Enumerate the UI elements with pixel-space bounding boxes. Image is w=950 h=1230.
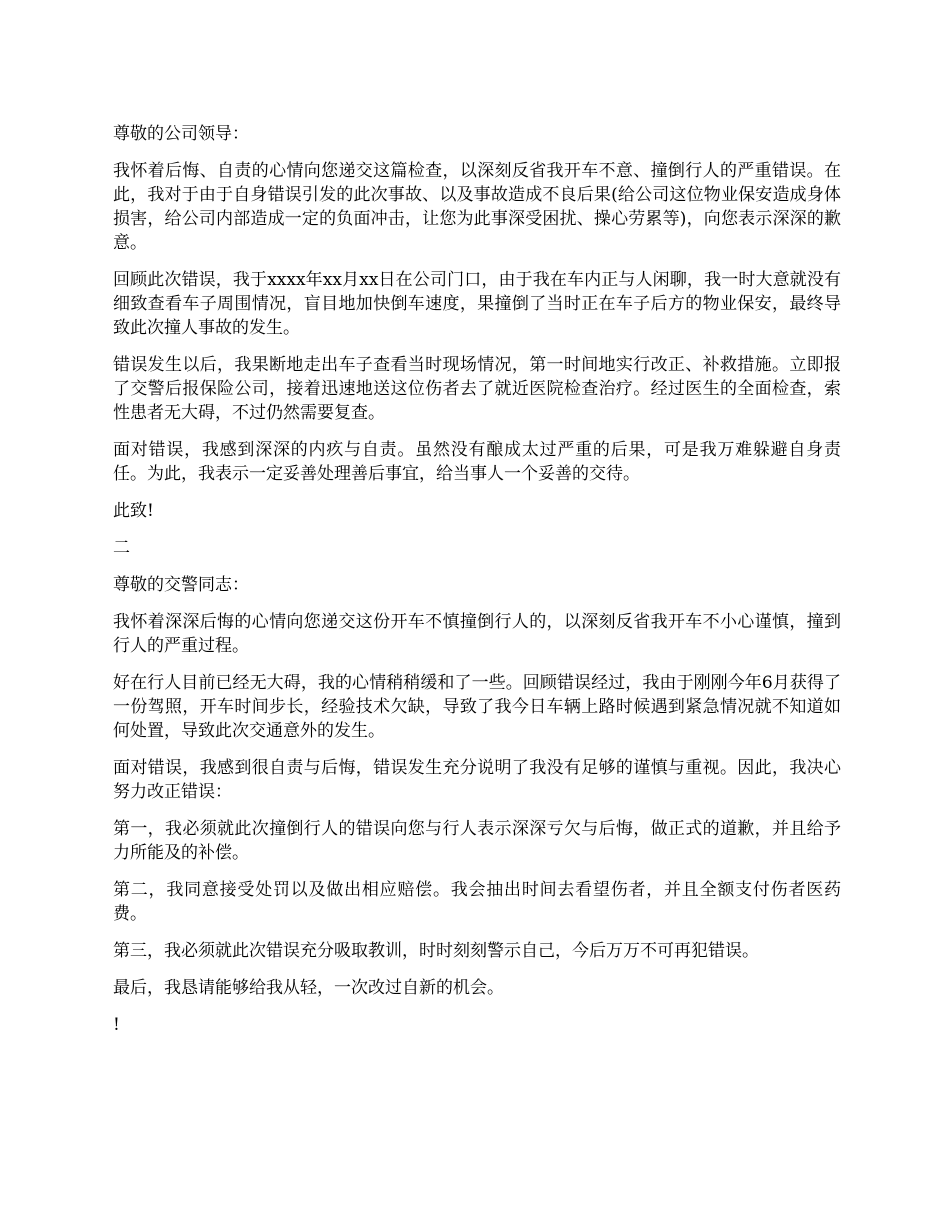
paragraph-review: 回顾此次错误，我于xxxx年xx月xx日在公司门口，由于我在车内正与人闲聊，我一时大意就没有细致查看车子周围情况，盲目地加快倒车速度，果撞倒了当时正在车子后方的物业保安，最终导致此次撞人事故的发生。: [113, 270, 841, 338]
closing-regards: 此致!: [113, 501, 154, 521]
paragraph-remedy: 错误发生以后，我果断地走出车子查看当时现场情况，第一时间地实行改正、补救措施。立即报了交警后报保险公司，接着迅速地送这位伤者去了就近医院检查治疗。经过医生的全面检查，索性患者无大碍，不过仍然需要复查。: [113, 355, 841, 423]
document-page: [113, 122, 841, 1050]
paragraph-resolve: 面对错误，我感到很自责与后悔，错误发生充分说明了我没有足够的谨慎与重视。因此，我决心努力改正错误：: [113, 758, 841, 802]
paragraph-intro: 我怀着后悔、自责的心情向您递交这篇检查，以深刻反省我开车不意、撞倒行人的严重错误。在此，我对于由于自身错误引发的此次事故、以及事故造成不良后果(给公司这位物业保安造成身体损害，给公司内部造成一定的负面冲击，让您为此事深受困扰、操心劳累等)，向您表示深深的歉意。: [113, 161, 841, 253]
paragraph-responsibility: 面对错误，我感到深深的内疚与自责。虽然没有酿成太过严重的后果，可是我万难躲避自身责任。为此，我表示一定妥善处理善后事宜，给当事人一个妥善的交待。: [113, 440, 841, 484]
paragraph-intro-2: 我怀着深深后悔的心情向您递交这份开车不慎撞倒行人的，以深刻反省我开车不小心谨慎，撞到行人的严重过程。: [113, 612, 841, 656]
list-item-second: 第二，我同意接受处罚以及做出相应赔偿。我会抽出时间去看望伤者，并且全额支付伤者医药费。: [113, 880, 841, 924]
paragraph-review-2: 好在行人目前已经无大碍，我的心情稍稍缓和了一些。回顾错误经过，我由于刚刚今年6月获得了一份驾照，开车时间步长，经验技术欠缺，导致了我今日车辆上路时候遇到紧急情况就不知道如何处置，导致此次交通意外的发生。: [113, 673, 841, 741]
list-item-first: 第一，我必须就此次撞倒行人的错误向您与行人表示深深亏欠与后悔，做正式的道歉，并且给予力所能及的补偿。: [113, 819, 841, 863]
paragraph-request: 最后，我恳请能够给我从轻，一次改过自新的机会。: [113, 978, 504, 998]
salutation-police: 尊敬的交警同志：: [113, 575, 249, 595]
list-item-third: 第三，我必须就此次错误充分吸取教训，时时刻刻警示自己，今后万万不可再犯错误。: [113, 941, 759, 961]
salutation-company: 尊敬的公司领导：: [113, 124, 249, 144]
section-marker: 二: [113, 538, 130, 558]
closing-mark: !: [113, 1015, 120, 1035]
